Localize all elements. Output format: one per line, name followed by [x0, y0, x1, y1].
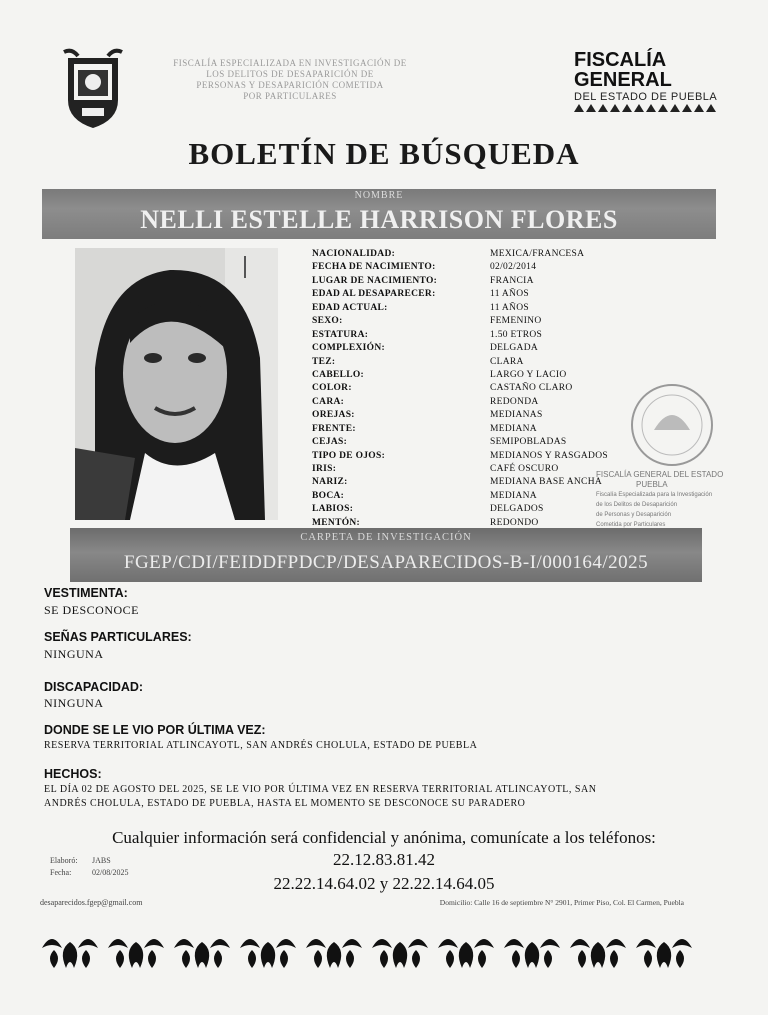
institution-line-4: POR PARTICULARES — [243, 91, 337, 101]
field-value: CAFÉ OSCURO — [490, 464, 559, 474]
field-label: IRIS: — [312, 464, 337, 474]
official-stamp-icon — [624, 380, 720, 470]
field-value: REDONDA — [490, 396, 539, 407]
decorative-border-icon — [40, 928, 700, 970]
contact-email: desaparecidos.fgep@gmail.com — [40, 898, 143, 907]
field-value: 1.50 ETROS — [490, 329, 543, 340]
stamp-line: de los Delitos de Desaparición — [596, 502, 678, 508]
facts-line-2: ANDRÉS CHOLULA, ESTADO DE PUEBLA, HASTA EL MOMENTO SE DESCONOCE SU PARADERO — [44, 798, 526, 809]
field-label: NARIZ: — [312, 477, 348, 488]
field-label: CABELLO: — [312, 369, 365, 380]
contact-message: Cualquier información será confidencial y anónima, comunícate a los teléfonos: — [112, 828, 656, 847]
clothing-value: SE DESCONOCE — [44, 603, 140, 617]
field-value: MEDIANA — [490, 490, 537, 501]
field-label: COLOR: — [312, 383, 352, 394]
logo-subtitle: DEL ESTADO DE PUEBLA — [574, 91, 718, 103]
stamp-line: Fiscalía Especializada para la Investigación — [596, 492, 713, 498]
stamp-line: FISCALÍA GENERAL DEL ESTADO — [596, 470, 724, 479]
puebla-coat-of-arms-icon — [60, 48, 126, 132]
facts-line-1: EL DÍA 02 DE AGOSTO DEL 2025, SE LE VIO POR ÚLTIMA VEZ EN RESERVA TERRITORIAL ATLINCAYOTL, SAN — [44, 784, 597, 795]
field-label: TIPO DE OJOS: — [312, 450, 386, 461]
field-value: LARGO Y LACIO — [490, 369, 567, 380]
name-label: NOMBRE — [354, 190, 404, 201]
date-value: 02/08/2025 — [92, 868, 129, 877]
field-value: FEMENINO — [490, 316, 542, 327]
field-value: MEDIANOS Y RASGADOS — [490, 450, 608, 461]
date-label: Fecha: — [50, 868, 72, 877]
field-value: SEMIPOBLADAS — [490, 437, 567, 448]
institution-line-3: PERSONAS Y DESAPARICIÓN COMETIDA — [196, 80, 384, 90]
field-value: MEXICA/FRANCESA — [490, 249, 585, 259]
phone-number-2: 22.22.14.64.02 y 22.22.14.64.05 — [273, 874, 495, 893]
field-value: MEDIANA — [490, 423, 537, 434]
marks-heading: SEÑAS PARTICULARES: — [44, 630, 192, 644]
field-label: MENTÓN: — [312, 517, 361, 528]
field-value: MEDIANAS — [490, 410, 543, 421]
field-label: FECHA DE NACIMIENTO: — [312, 262, 436, 273]
field-label: CARA: — [312, 396, 345, 407]
office-address: Domicilio: Calle 16 de septiembre N° 2901, Primer Piso, Col. El Carmen, Puebla — [439, 898, 684, 907]
field-values — [490, 248, 608, 530]
fiscalia-logo — [574, 50, 672, 90]
last-seen-value: RESERVA TERRITORIAL ATLINCAYOTL, SAN ANDRÉS CHOLULA, ESTADO DE PUEBLA — [44, 740, 478, 751]
missing-person-photo — [75, 248, 278, 520]
stamp-text — [596, 470, 746, 530]
logo-line-1: FISCALÍA — [574, 49, 667, 71]
field-value: FRANCIA — [490, 275, 534, 286]
field-label: SEXO: — [312, 316, 343, 327]
disability-value: NINGUNA — [44, 696, 104, 710]
prepared-by-value: JABS — [92, 856, 111, 865]
institution-line-1: FISCALÍA ESPECIALIZADA EN INVESTIGACIÓN DE — [173, 58, 407, 68]
field-value: CLARA — [490, 356, 524, 367]
field-value: 02/02/2014 — [490, 262, 537, 273]
person-name: NELLI ESTELLE HARRISON FLORES — [140, 205, 618, 234]
stamp-line: de Personas y Desaparición — [596, 512, 672, 518]
institution-header — [170, 58, 410, 102]
facts-heading: HECHOS: — [44, 767, 102, 781]
case-number: FGEP/CDI/FEIDDFPDCP/DESAPARECIDOS-B-I/000164/2025 — [123, 552, 649, 573]
phone-number-1: 22.12.83.81.42 — [333, 850, 435, 869]
last-seen-heading: DONDE SE LE VIO POR ÚLTIMA VEZ: — [44, 723, 266, 737]
prepared-by-label: Elaboró: — [50, 856, 78, 865]
field-label: LABIOS: — [312, 504, 354, 515]
disability-heading: DISCAPACIDAD: — [44, 680, 144, 694]
field-label: OREJAS: — [312, 410, 355, 421]
field-label: FRENTE: — [312, 423, 356, 434]
field-value: MEDIANA BASE ANCHA — [490, 477, 603, 488]
field-label: TEZ: — [312, 356, 336, 367]
field-value: DELGADA — [490, 343, 539, 354]
marks-value: NINGUNA — [44, 647, 104, 661]
page-title: BOLETÍN DE BÚSQUEDA — [188, 136, 580, 171]
logo-line-2: GENERAL — [574, 69, 672, 91]
field-value: 11 AÑOS — [490, 289, 529, 300]
stamp-line: PUEBLA — [636, 480, 668, 489]
field-value: REDONDO — [490, 517, 539, 528]
institution-line-2: LOS DELITOS DE DESAPARICIÓN DE — [206, 69, 374, 79]
logo-ornament-icon — [574, 104, 716, 112]
stamp-line: Cometida por Particulares — [596, 522, 666, 528]
field-labels — [312, 248, 437, 530]
field-label: EDAD AL DESAPARECER: — [312, 289, 436, 300]
field-label: COMPLEXIÓN: — [312, 343, 385, 354]
field-label: ESTATURA: — [312, 329, 369, 340]
field-value: CASTAÑO CLARO — [490, 383, 573, 394]
field-value: DELGADOS — [490, 504, 544, 515]
field-label: BOCA: — [312, 490, 345, 501]
case-number-label: CARPETA DE INVESTIGACIÓN — [300, 532, 472, 543]
field-label: NACIONALIDAD: — [312, 249, 396, 259]
field-label: LUGAR DE NACIMIENTO: — [312, 275, 438, 286]
field-label: EDAD ACTUAL: — [312, 302, 388, 313]
field-value: 11 AÑOS — [490, 302, 529, 313]
field-label: CEJAS: — [312, 437, 348, 448]
clothing-heading: VESTIMENTA: — [44, 586, 128, 600]
